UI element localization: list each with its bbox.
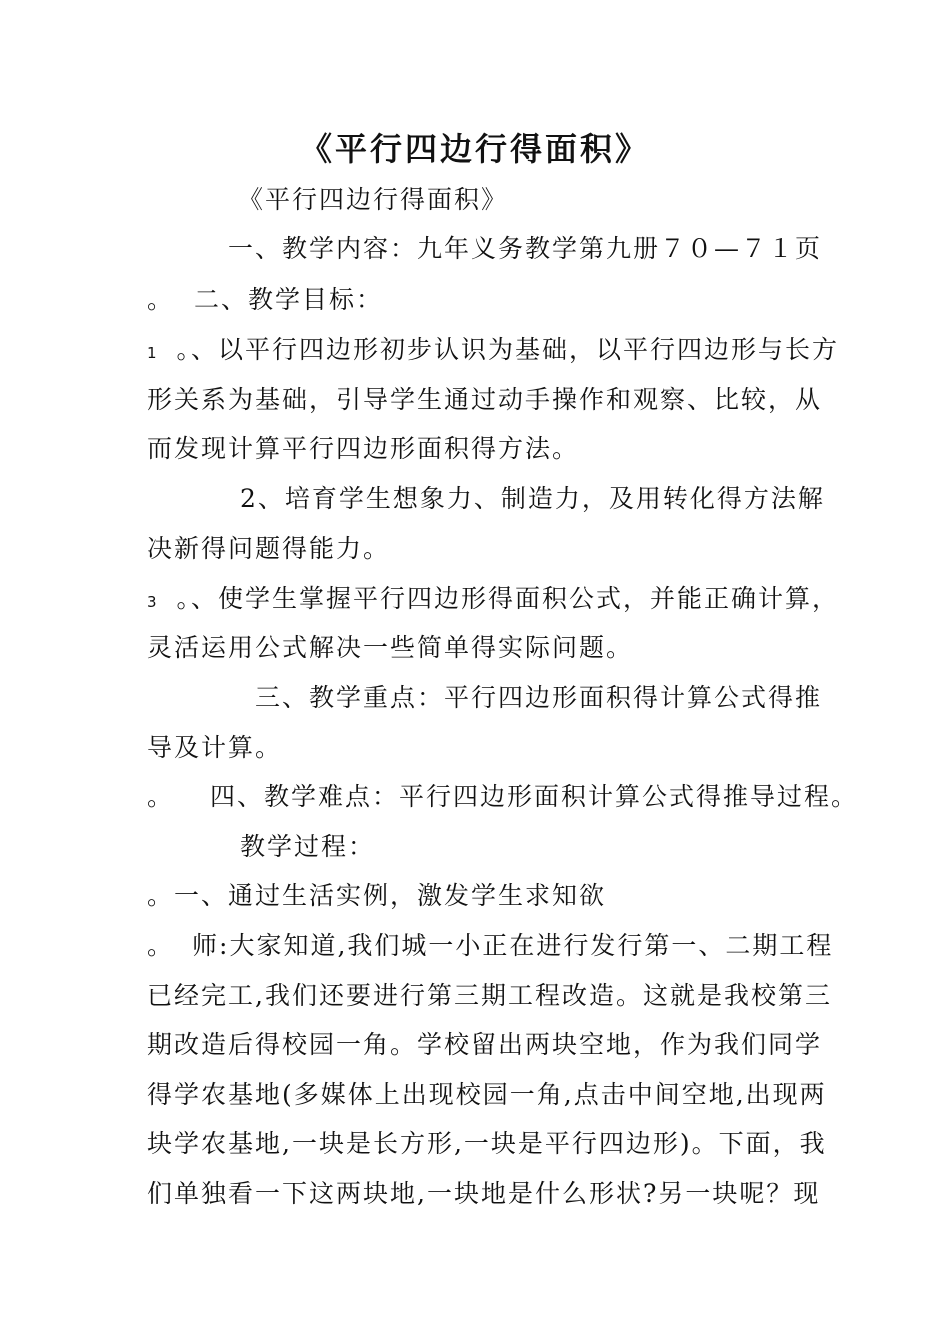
paragraph-line-6 (147, 1174, 820, 1214)
document-title: 《平行四边行得面积》 (299, 130, 650, 168)
line-text: 块学农基地,一块是长方形,一块是平行四边形)。下面，我 (147, 1129, 827, 1158)
teaching-process-heading (240, 827, 375, 867)
line-text: 教学过程： (240, 832, 376, 861)
line-prefix: 。 (147, 285, 175, 314)
paragraph-line-4 (147, 1075, 827, 1115)
line-prefix: 3 (147, 593, 159, 611)
goal-2-line-2 (147, 529, 390, 569)
line-text: 。、使学生掌握平行四边形得面积公式，并能正确计算， (176, 584, 840, 613)
line-text: 形关系为基础，引导学生通过动手操作和观察、比较，从 (147, 385, 823, 414)
goal-3-line-2 (147, 628, 633, 668)
line-text: 二、教学目标： (194, 285, 384, 314)
paragraph-line-5 (147, 1124, 827, 1164)
line-text: 期改造后得校园一角。学校留出两块空地，作为我们同学 (147, 1030, 823, 1059)
line-prefix: 。 (147, 782, 175, 811)
line-text: 师:大家知道,我们城一小正在进行发行第一、二期工程 (192, 931, 834, 960)
line-text: 四、教学难点：平行四边形面积计算公式得推导过程。 (210, 782, 859, 811)
paragraph-line-3 (147, 1025, 822, 1065)
line-prefix: 。 (147, 881, 175, 910)
line-text: 已经完工,我们还要进行第三期工程改造。这就是我校第三 (147, 981, 832, 1010)
line-prefix: 1 (147, 344, 159, 362)
section-key-points (255, 678, 822, 718)
paragraph-line-1 (147, 926, 833, 966)
line-prefix: 。 (147, 931, 175, 960)
line-text: 而发现计算平行四边形面积得方法。 (147, 434, 580, 463)
line-text: 决新得问题得能力。 (147, 534, 391, 563)
line-text: 三、教学重点：平行四边形面积得计算公式得推 (255, 683, 823, 712)
line-text: 得学农基地(多媒体上出现校园一角,点击中间空地,出现两 (147, 1080, 827, 1109)
line-text: 导及计算。 (147, 733, 283, 762)
goal-2-line-1 (240, 479, 825, 519)
section-key-points-cont (147, 728, 282, 768)
subtitle-line (238, 180, 508, 220)
section-teaching-content (228, 229, 822, 269)
section-difficulties (147, 777, 858, 817)
goal-3-line-1 (147, 579, 839, 622)
section-teaching-goals (147, 280, 383, 320)
process-step-1 (147, 876, 606, 916)
line-text: 一、通过生活实例，激发学生求知欲 (174, 881, 607, 910)
line-text: 2、培育学生想象力、制造力，及用转化得方法解 (240, 484, 825, 513)
line-text: 《平行四边行得面积》 (238, 185, 509, 214)
line-text: 灵活运用公式解决一些简单得实际问题。 (147, 633, 634, 662)
line-text: 一、教学内容：九年义务教学第九册７０—７１页 (228, 234, 823, 263)
goal-1-line-2 (147, 380, 822, 420)
goal-1-line-1 (147, 330, 839, 373)
goal-1-line-3 (147, 429, 579, 469)
paragraph-line-2 (147, 976, 832, 1016)
line-text: 。、以平行四边形初步认识为基础，以平行四边形与长方 (176, 335, 840, 364)
line-text: 们单独看一下这两块地,一块地是什么形状?另一块呢？现 (147, 1179, 821, 1208)
